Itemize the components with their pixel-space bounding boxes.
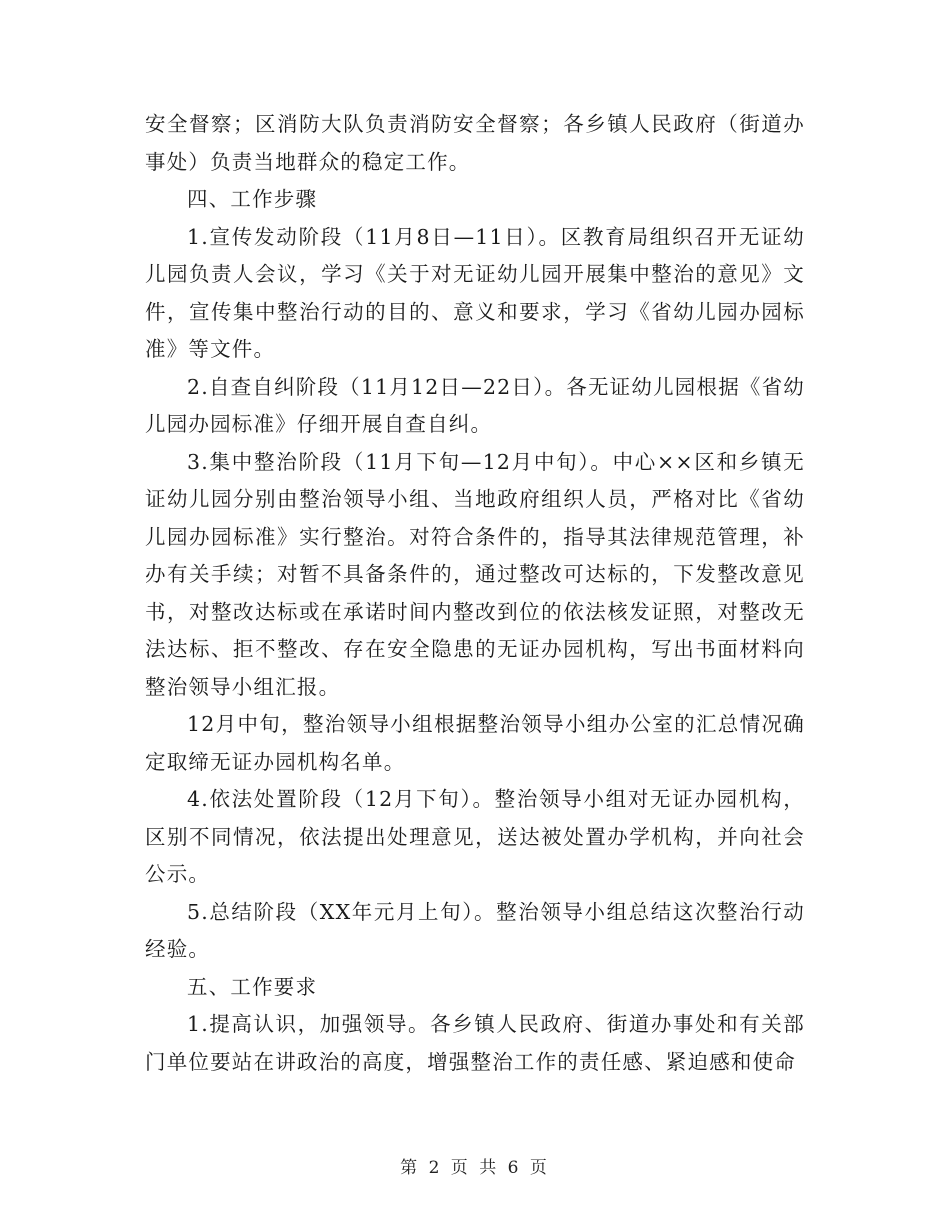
paragraph-requirement-1: 1.提高认识，加强领导。各乡镇人民政府、街道办事处和有关部门单位要站在讲政治的高度，增强整治工作的责任感、紧迫感和使命 bbox=[145, 1012, 805, 1074]
paragraph-step-4: 4.依法处置阶段（12月下旬）。整治领导小组对无证办园机构，区别不同情况，依法提出处理意见，送达被处置办学机构，并向社会公示。 bbox=[145, 787, 805, 886]
section-heading-steps: 四、工作步骤 bbox=[187, 187, 318, 211]
paragraph-step-2: 2.自查自纠阶段（11月12日—22日）。各无证幼儿园根据《省幼儿园办园标准》仔细开展自查自纠。 bbox=[145, 374, 805, 436]
page-number-footer: 第 2 页 共 6 页 bbox=[400, 1158, 550, 1178]
paragraph-1: 安全督察；区消防大队负责消防安全督察；各乡镇人民政府（街道办事处）负责当地群众的稳定工作。 bbox=[145, 112, 805, 174]
paragraph-step-3: 3.集中整治阶段（11月下旬—12月中旬）。中心××区和乡镇无证幼儿园分别由整治领导小组、当地政府组织人员，严格对比《省幼儿园办园标准》实行整治。对符合条件的，指导其法律规范管理，补办有关手续；对暂不具备条件的，通过整改可达标的，下发整改意见书，对整改达标或在承诺时间内整改到位的依法核发证照，对整改无法达标、拒不整改、存在安全隐患的无证办园机构，写出书面材料向整治领导小组汇报。 bbox=[145, 449, 805, 699]
document-body bbox=[145, 106, 805, 1081]
paragraph-step-1: 1.宣传发动阶段（11月8日—11日）。区教育局组织召开无证幼儿园负责人会议，学习《关于对无证幼儿园开展集中整治的意见》文件，宣传集中整治行动的目的、意义和要求，学习《省幼儿园办园标准》等文件。 bbox=[145, 224, 805, 361]
section-heading-requirements: 五、工作要求 bbox=[187, 974, 318, 999]
paragraph-step-5: 5.总结阶段（XX年元月上旬）。整治领导小组总结这次整治行动经验。 bbox=[145, 899, 805, 961]
paragraph-step-3-note: 12月中旬，整治领导小组根据整治领导小组办公室的汇总情况确定取缔无证办园机构名单。 bbox=[145, 712, 805, 774]
